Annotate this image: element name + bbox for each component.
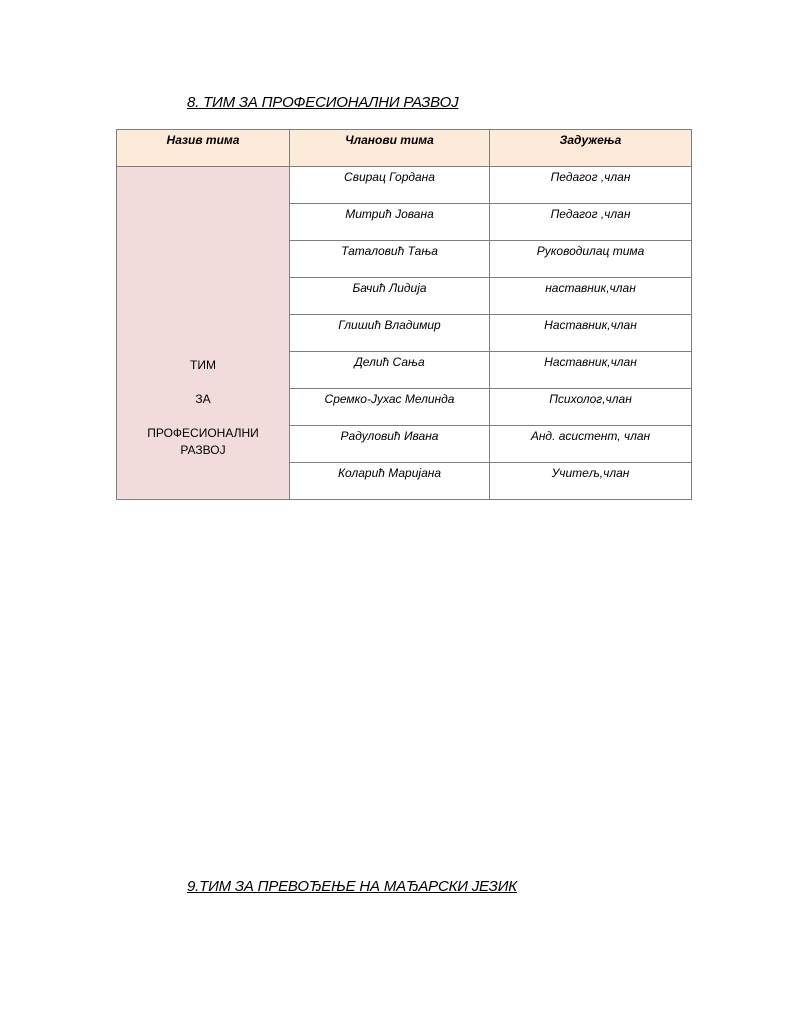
member-name: Делић Сања — [290, 352, 490, 389]
table-header-row — [117, 130, 692, 167]
member-role: Психолог,члан — [490, 389, 692, 426]
member-name: Коларић Маријана — [290, 463, 490, 500]
team-name-line: РАЗВОЈ — [180, 443, 226, 457]
team-name-line: ЗА — [195, 392, 211, 406]
member-role: Учитељ,члан — [490, 463, 692, 500]
section-9-heading: 9.ТИМ ЗА ПРЕВОЂЕЊЕ НА МАЂАРСКИ ЈЕЗИК — [187, 878, 517, 895]
member-name: Таталовић Тања — [290, 241, 490, 278]
member-role: Наставник,члан — [490, 315, 692, 352]
member-name: Митрић Јована — [290, 204, 490, 241]
column-header-members: Чланови тима — [290, 130, 490, 167]
member-name: Свирац Гордана — [290, 167, 490, 204]
member-role: наставник,члан — [490, 278, 692, 315]
member-role: Анд. асистент, члан — [490, 426, 692, 463]
section-8-heading: 8. ТИМ ЗА ПРОФЕСИОНАЛНИ РАЗВОЈ — [187, 94, 459, 111]
member-role: Руководилац тима — [490, 241, 692, 278]
member-role: Педагог ,члан — [490, 204, 692, 241]
member-role: Наставник,члан — [490, 352, 692, 389]
team-name-line: ПРОФЕСИОНАЛНИ — [147, 426, 259, 440]
member-name: Радуловић Ивана — [290, 426, 490, 463]
team-table — [116, 129, 692, 500]
table-row — [117, 167, 692, 204]
column-header-team-name: Назив тима — [117, 130, 290, 167]
team-name-cell — [117, 167, 290, 500]
member-name: Бачић Лидија — [290, 278, 490, 315]
team-name-line: ТИМ — [190, 358, 216, 372]
column-header-duties: Задужења — [490, 130, 692, 167]
member-name: Глишић Владимир — [290, 315, 490, 352]
member-role: Педагог ,члан — [490, 167, 692, 204]
member-name: Сремко-Јухас Мелинда — [290, 389, 490, 426]
